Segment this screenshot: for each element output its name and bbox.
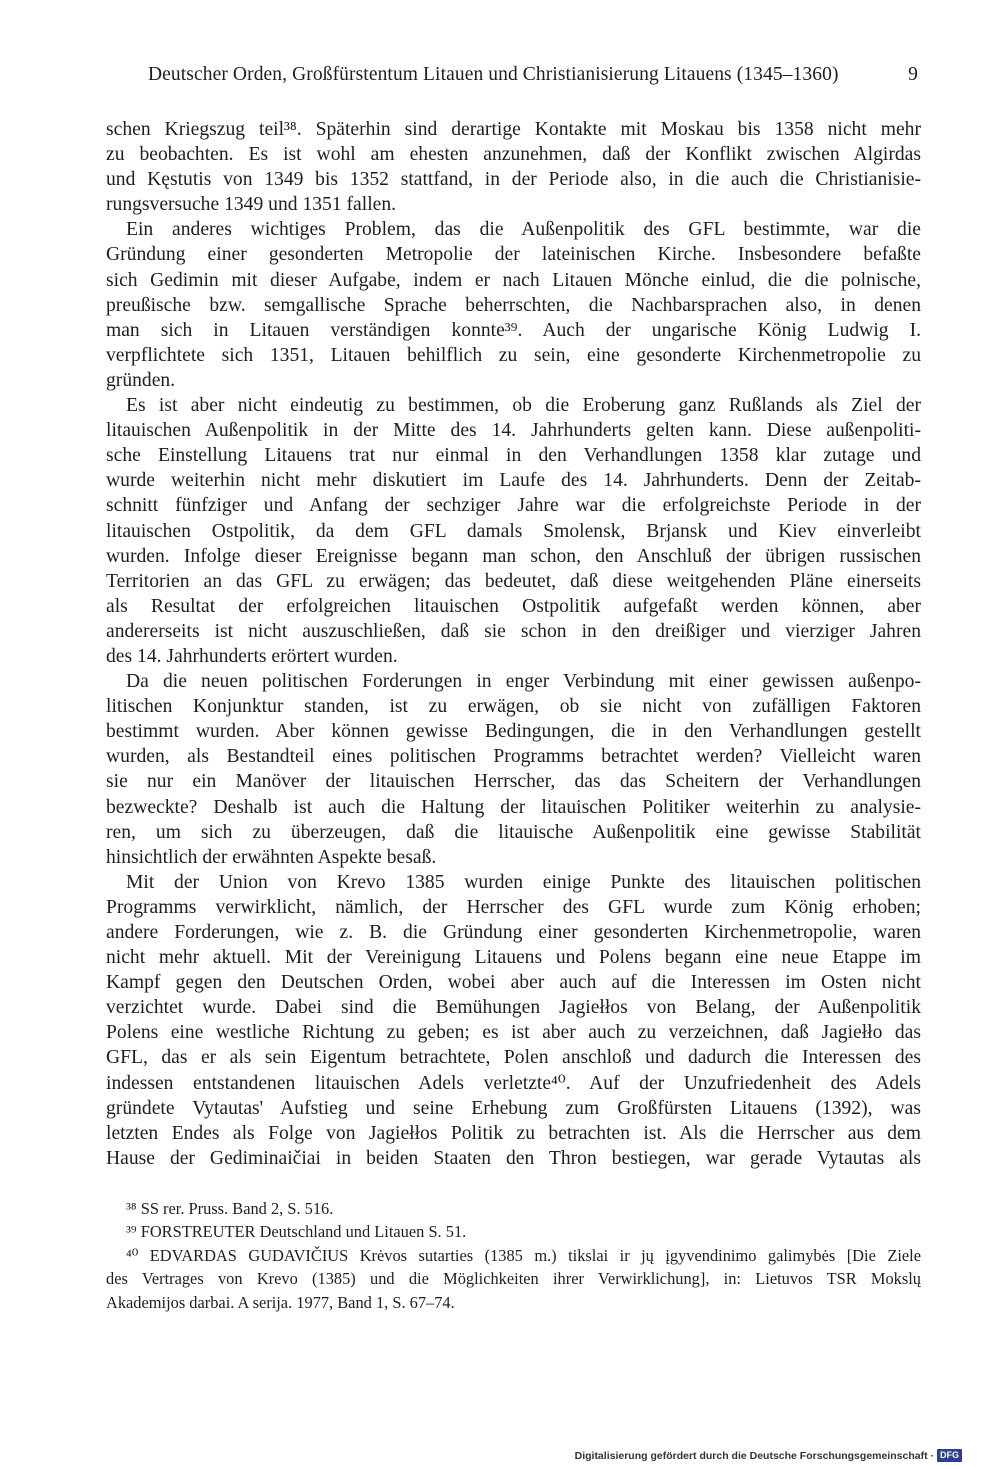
dfg-logo: DFG (937, 1449, 962, 1462)
body-line: Programms verwirklicht, nämlich, der Herrscher des GFL wurde zum König erhoben; (106, 896, 921, 918)
body-line: zu beobachten. Es ist wohl am ehesten anzunehmen, daß der Konflikt zwischen Algirdas (106, 144, 921, 166)
body-line: andere Forderungen, wie z. B. die Gründung einer gesonderten Kirchenmetropolie, waren (106, 922, 921, 943)
body-line: Ein anderes wichtiges Problem, das die Außenpolitik des GFL bestimmte, war die (126, 219, 921, 241)
page-number: 9 (908, 64, 918, 85)
body-line: des 14. Jahrhunderts erörtert wurden. (106, 645, 398, 667)
digitization-credit (575, 1449, 962, 1462)
body-line: verpflichtete sich 1351, Litauen behilflich zu sein, eine gesonderte Kirchenmetropolie zu (106, 344, 921, 366)
body-line: schnitt fünfziger und Anfang der sechziger Jahre war die erfolgreichste Periode in der (106, 495, 921, 517)
body-line: GFL, das er als sein Eigentum betrachtete, Polen anschloß und dadurch die Interessen des (106, 1047, 921, 1069)
body-line: preußische bzw. semgallische Sprache beherrschten, die Nachbarsprachen also, in denen (106, 294, 921, 316)
footnote-38: ³⁸ SS rer. Pruss. Band 2, S. 516. (126, 1199, 334, 1218)
body-line: Da die neuen politischen Forderungen in enger Verbindung mit einer gewissen außenpo- (126, 671, 921, 693)
body-text (106, 117, 921, 1171)
body-line: und Kęstutis von 1349 bis 1352 stattfand, in der Periode also, in die auch die Christianisie- (106, 169, 921, 191)
body-line: Gründung einer gesonderten Metropolie der lateinischen Kirche. Insbesondere befaßte (106, 244, 921, 266)
body-line: hinsichtlich der erwähnten Aspekte besaß. (106, 846, 437, 868)
body-line: Territorien an das GFL zu erwägen; das bedeutet, daß diese weitgehenden Pläne einerseits (106, 570, 921, 592)
body-line: nicht mehr aktuell. Mit der Vereinigung Litauens und Polens begann eine neue Etappe im (106, 947, 921, 969)
body-line: litauischen Außenpolitik in der Mitte des 14. Jahrhunderts gelten kann. Diese außenpoliti- (106, 420, 921, 442)
body-line: ren, um sich zu überzeugen, daß die litauische Außenpolitik eine gewisse Stabilität (106, 821, 921, 843)
body-line: verzichtet wurde. Dabei sind die Bemühungen Jagiełłos von Belang, der Außenpolitik (106, 997, 921, 1019)
footnote-39: ³⁹ FORSTREUTER Deutschland und Litauen S. 51. (126, 1222, 467, 1242)
body-line: wurde weiterhin nicht mehr diskutiert im Laufe des 14. Jahrhunderts. Denn der Zeitab- (106, 470, 921, 492)
body-line: indessen entstandenen litauischen Adels verletzte⁴⁰. Auf der Unzufriedenheit des Adels (106, 1072, 921, 1094)
footnote-40: ⁴⁰ EDVARDAS GUDAVIČIUS Krėvos sutarties (1385 m.) tikslai ir jų įgyvendinimo galimybės [Die Ziele (126, 1245, 921, 1265)
body-line: Es ist aber nicht eindeutig zu bestimmen, ob die Eroberung ganz Rußlands als Ziel der (126, 395, 921, 417)
body-line: schen Kriegszug teil³⁸. Späterhin sind derartige Kontakte mit Moskau bis 1358 nicht mehr (106, 119, 921, 140)
body-line: litauischen Ostpolitik, da dem GFL damals Smolensk, Brjansk und Kiev einverleibt (106, 520, 921, 542)
body-line: man sich in Litauen verständigen konnte³⁹. Auch der ungarische König Ludwig I. (106, 319, 921, 341)
body-line: wurden, als Bestandteil eines politischen Programms betrachtet werden? Vielleicht waren (106, 746, 921, 768)
body-line: Mit der Union von Krevo 1385 wurden einige Punkte des litauischen politischen (126, 871, 921, 893)
footnote-40-continued: des Vertrages von Krevo (1385) und die Möglichkeiten ihrer Verwirklichung], in: Lietuvos TSR Mokslų (106, 1269, 921, 1289)
body-line: gründen. (106, 369, 176, 391)
body-line: andererseits ist nicht auszuschließen, daß sie schon in den dreißiger und vierziger Jahren (106, 620, 921, 642)
running-title: Deutscher Orden, Großfürstentum Litauen und Christianisierung Litauens (1345–1360) (148, 64, 839, 85)
footnotes (106, 1197, 921, 1314)
body-line: sich Gedimin mit dieser Aufgabe, indem er nach Litauen Mönche einlud, die die polnische, (106, 269, 921, 291)
body-line: sche Einstellung Litauens trat nur einmal in den Verhandlungen 1358 klar zutage und (106, 445, 921, 467)
body-line: bestimmt wurden. Aber können gewisse Bedingungen, die in den Verhandlungen gestellt (106, 721, 921, 743)
body-line: bezweckte? Deshalb ist auch die Haltung der litauischen Politiker weiterhin zu analysie- (106, 796, 921, 818)
body-line: letzten Endes als Folge von Jagiełłos Politik zu betrachten ist. Als die Herrscher aus dem (106, 1122, 921, 1144)
body-line: sie nur ein Manöver der litauischen Herrscher, das das Scheitern der Verhandlungen (106, 771, 921, 793)
body-line: gründete Vytautas' Aufstieg und seine Erhebung zum Großfürsten Litauens (1392), was (106, 1097, 921, 1119)
body-line: rungsversuche 1349 und 1351 fallen. (106, 194, 397, 216)
body-line: litischen Konjunktur standen, ist zu erwägen, ob sie nicht von zufälligen Faktoren (106, 696, 921, 718)
body-line: Polens eine westliche Richtung zu geben; es ist aber auch zu verzeichnen, daß Jagiełło das (106, 1022, 921, 1044)
digitization-credit-text: Digitalisierung gefördert durch die Deutsche Forschungsgemeinschaft · (574, 1449, 934, 1462)
body-line: als Resultat der erfolgreichen litauischen Ostpolitik aufgefaßt werden können, aber (106, 595, 921, 617)
footnote-40-continued: Akademijos darbai. A serija. 1977, Band 1, S. 67–74. (106, 1292, 455, 1312)
body-line: Kampf gegen den Deutschen Orden, wobei aber auch auf die Interessen im Osten nicht (106, 972, 921, 994)
body-line: wurden. Infolge dieser Ereignisse begann man schon, den Anschluß der übrigen russischen (106, 545, 921, 567)
body-line: Hause der Gediminaičiai in beiden Staaten den Thron bestiegen, war gerade Vytautas als (106, 1147, 921, 1169)
